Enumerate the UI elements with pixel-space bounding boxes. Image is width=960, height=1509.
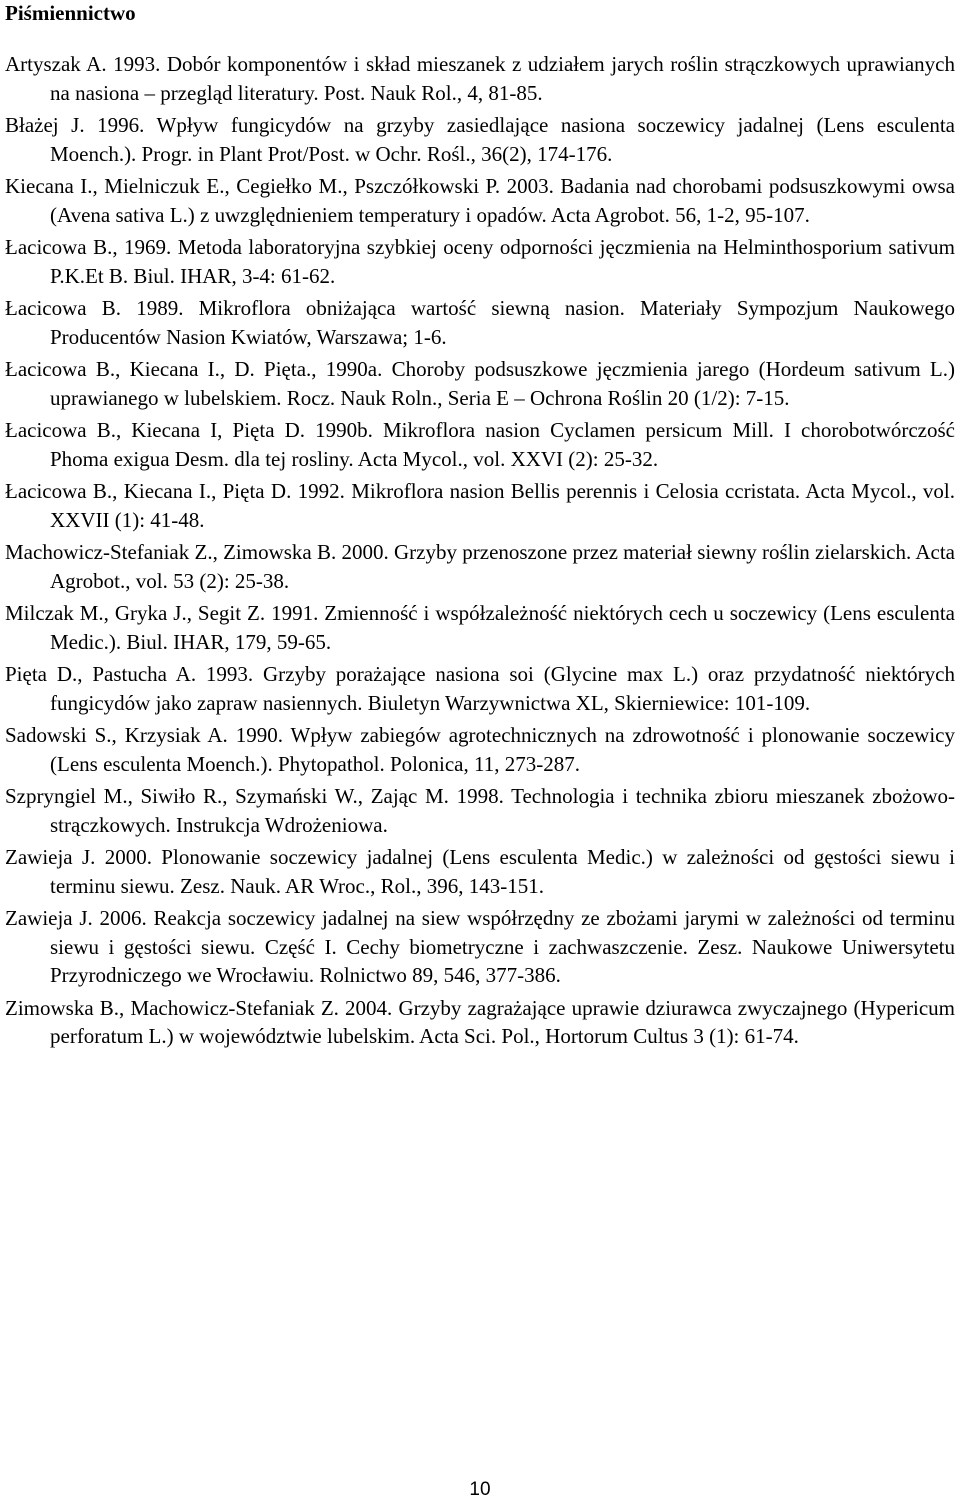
page-number: 10 [469, 1479, 491, 1500]
section-heading: Piśmiennictwo [5, 1, 136, 25]
reference-entry: Zimowska B., Machowicz-Stefaniak Z. 2004. Grzyby zagrażające uprawie dziurawca zwyczajnego (Hypericum perforatum L.) w województwie lubelskim. Acta Sci. Pol., Hortorum Cultus 3 (1): 61-74. [5, 995, 955, 1048]
reference-entry: Szpryngiel M., Siwiło R., Szymański W., Zając M. 1998. Technologia i technika zbioru mieszanek zbożowo-strączkowych. Instrukcja Wdrożeniowa. [5, 784, 955, 837]
reference-entry: Kiecana I., Mielniczuk E., Cegiełko M., Pszczółkowski P. 2003. Badania nad chorobami podsuszkowymi owsa (Avena sativa L.) z uwzględnieniem temperatury i opadów. Acta Agrobot. 56, 1-2, 95-107. [5, 174, 955, 227]
reference-entry: Artyszak A. 1993. Dobór komponentów i skład mieszanek z udziałem jarych roślin strączkowych uprawianych na nasiona – przegląd literatury. Post. Nauk Rol., 4, 81-85. [5, 52, 955, 105]
reference-entry: Pięta D., Pastucha A. 1993. Grzyby porażające nasiona soi (Glycine max L.) oraz przydatność niektórych fungicydów jako zapraw nasiennych. Biuletyn Warzywnictwa XL, Skierniewice: 101-109. [5, 662, 955, 715]
reference-entry: Sadowski S., Krzysiak A. 1990. Wpływ zabiegów agrotechnicznych na zdrowotność i plonowanie soczewicy (Lens esculenta Moench.). Phytopathol. Polonica, 11, 273-287. [5, 723, 955, 776]
reference-entry: Zawieja J. 2000. Plonowanie soczewicy jadalnej (Lens esculenta Medic.) w zależności od gęstości siewu i terminu siewu. Zesz. Nauk. AR Wroc., Rol., 396, 143-151. [5, 845, 955, 898]
reference-entry: Łacicowa B., Kiecana I., Pięta D. 1992. Mikroflora nasion Bellis perennis i Celosia ccristata. Acta Mycol., vol. XXVII (1): 41-48. [5, 479, 955, 532]
reference-entry: Łacicowa B., 1969. Metoda laboratoryjna szybkiej oceny odporności jęczmienia na Helminthosporium sativum P.K.Et B. Biul. IHAR, 3-4: 61-62. [5, 235, 955, 288]
reference-entry: Machowicz-Stefaniak Z., Zimowska B. 2000. Grzyby przenoszone przez materiał siewny roślin zielarskich. Acta Agrobot., vol. 53 (2): 25-38. [5, 540, 955, 593]
reference-list [5, 50, 955, 1055]
reference-entry: Łacicowa B. 1989. Mikroflora obniżająca wartość siewną nasion. Materiały Sympozjum Naukowego Producentów Nasion Kwiatów, Warszawa; 1-6. [5, 296, 955, 349]
reference-entry: Milczak M., Gryka J., Segit Z. 1991. Zmienność i współzależność niektórych cech u soczewicy (Lens esculenta Medic.). Biul. IHAR, 179, 59-65. [5, 601, 955, 654]
reference-entry: Łacicowa B., Kiecana I., D. Pięta., 1990a. Choroby podsuszkowe jęczmienia jarego (Hordeum sativum L.) uprawianego w lubelskiem. Rocz. Nauk Roln., Seria E – Ochrona Roślin 20 (1/2): 7-15. [5, 357, 955, 410]
reference-entry: Błażej J. 1996. Wpływ fungicydów na grzyby zasiedlające nasiona soczewicy jadalnej (Lens esculenta Moench.). Progr. in Plant Prot/Post. w Ochr. Rośl., 36(2), 174-176. [5, 113, 955, 166]
reference-entry: Zawieja J. 2006. Reakcja soczewicy jadalnej na siew współrzędny ze zbożami jarymi w zależności od terminu siewu i gęstości siewu. Część I. Cechy biometryczne i zachwaszczenie. Zesz. Naukowe Uniwersytetu Przyrodniczego we Wrocławiu. Rolnictwo 89, 546, 377-386. [5, 906, 955, 987]
reference-entry: Łacicowa B., Kiecana I, Pięta D. 1990b. Mikroflora nasion Cyclamen persicum Mill. I chorobotwórczość Phoma exigua Desm. dla tej rosliny. Acta Mycol., vol. XXVI (2): 25-32. [5, 418, 955, 471]
